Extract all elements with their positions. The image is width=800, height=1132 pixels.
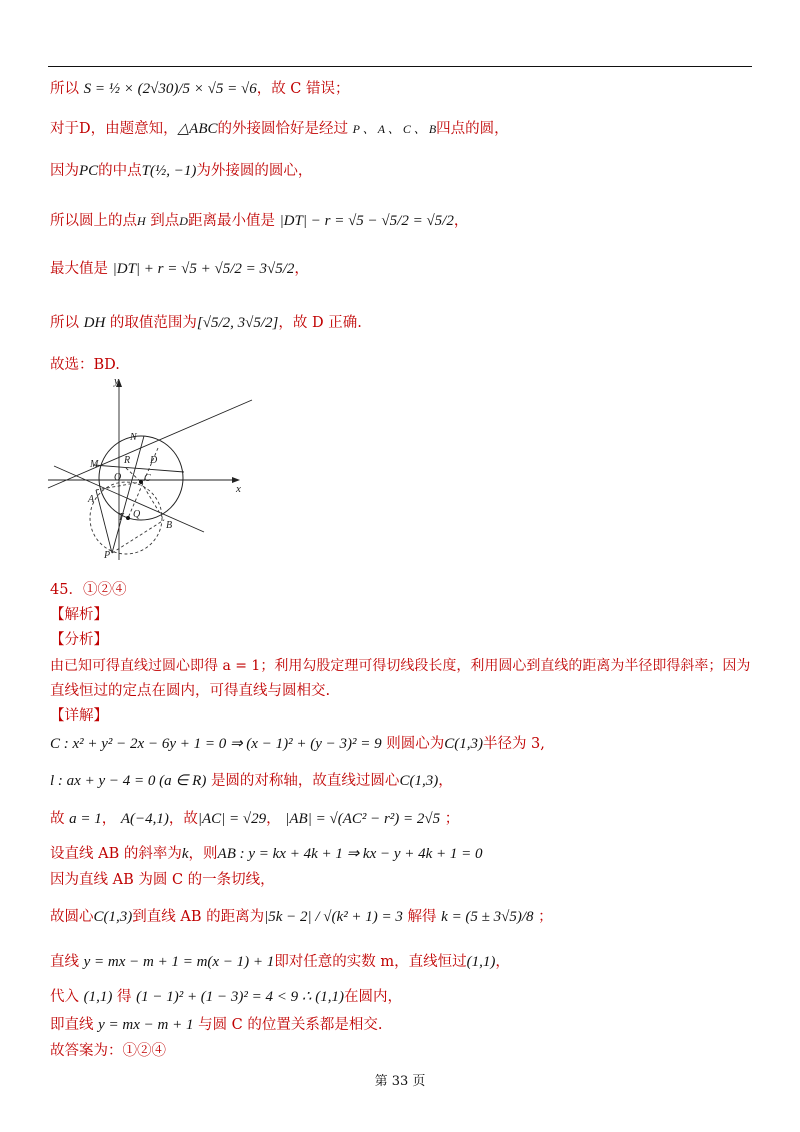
point-fixed: (1,1) bbox=[83, 989, 113, 1005]
section-jiexi: 【解析】 bbox=[50, 607, 108, 623]
text-d-correct: ，故 D 正确. bbox=[278, 315, 362, 331]
label-c: C bbox=[144, 473, 151, 484]
formula-line-m: y = mx − m + 1 = m(x − 1) + 1 bbox=[83, 954, 275, 970]
text-c-wrong: ，故 C 错误； bbox=[256, 81, 350, 97]
formula-inside: (1 − 1)² + (1 − 3)² = 4 < 9 ∴ (1,1) bbox=[136, 989, 344, 1005]
text-comma: ， bbox=[495, 954, 510, 970]
detail-line-6 bbox=[50, 906, 553, 928]
text-comma: ， bbox=[294, 261, 309, 277]
value-k: k bbox=[181, 846, 189, 862]
text-because: 因为 bbox=[50, 163, 79, 179]
formula-ab-line: AB : y = kx + 4k + 1 ⇒ kx − y + 4k + 1 = 0 bbox=[217, 846, 483, 862]
text-intersect: 与圆 C 的位置关系都是相交. bbox=[198, 1017, 383, 1033]
text-center: 故圆心 bbox=[50, 909, 94, 925]
header-rule bbox=[48, 66, 752, 67]
label-m: M bbox=[90, 459, 99, 470]
text-fixed-point: 即对任意的实数 m，直线恒过 bbox=[274, 954, 467, 970]
text-to-point: 到点 bbox=[150, 213, 180, 229]
text-circumcircle: 的外接圆恰好是经过 bbox=[217, 121, 348, 137]
formula-line-l: l : ax + y − 4 = 0 (a ∈ R) bbox=[50, 773, 207, 789]
text-then: ，则 bbox=[188, 846, 218, 862]
text-range: 的取值范围为 bbox=[109, 315, 197, 331]
formula-ac: |AC| = √29 bbox=[197, 811, 267, 827]
text-max-is: 最大值是 bbox=[50, 261, 108, 277]
label-o: O bbox=[114, 472, 122, 483]
solution-line-min bbox=[50, 210, 468, 232]
point-c: C(1,3) bbox=[444, 736, 483, 752]
formula-circle: C : x² + y² − 2x − 6y + 1 = 0 ⇒ (x − 1)² + (y − 3)² = 9 bbox=[50, 736, 382, 752]
point-h: H bbox=[137, 214, 146, 228]
text-comma: ， bbox=[453, 213, 469, 229]
formula-ab: |AB| = √(AC² − r²) = 2√5 bbox=[285, 811, 441, 827]
formula-area: S = ½ × (2√30)/5 × √5 = √6 bbox=[83, 81, 257, 97]
detail-line-4 bbox=[50, 843, 483, 865]
detail-line-9 bbox=[50, 1014, 383, 1036]
text-so: 所以 bbox=[50, 81, 79, 97]
solution-line-range bbox=[50, 312, 362, 334]
solution-line-max bbox=[50, 258, 309, 280]
label-b: B bbox=[166, 520, 173, 531]
text-for-d: 对于D，由题意知， bbox=[50, 121, 178, 137]
text-so: 所以 bbox=[50, 315, 79, 331]
formula-k: k = (5 ± 3√5)/8 bbox=[441, 909, 534, 925]
text-slope: 设直线 AB 的斜率为 bbox=[50, 846, 182, 862]
text-point-on-circle: 所以圆上的点 bbox=[50, 213, 137, 229]
text-midpoint: 的中点 bbox=[98, 163, 142, 179]
page-number: 第 33 页 bbox=[374, 1074, 426, 1089]
formula-line-short: y = mx − m + 1 bbox=[98, 1017, 194, 1033]
text-min-distance: 距离最小值是 bbox=[187, 213, 275, 229]
label-n: N bbox=[130, 432, 137, 443]
text-symmetry-axis: 是圆的对称轴，故直线过圆心 bbox=[210, 773, 400, 789]
text-therefore: 故 bbox=[50, 811, 65, 827]
text-semicolon: ； bbox=[538, 909, 553, 925]
text-comma: ， bbox=[266, 811, 281, 827]
point-c: C(1,3) bbox=[93, 909, 133, 925]
solution-line-option-d bbox=[50, 118, 509, 140]
analysis-line-1: 由已知可得直线过圆心即得 a = 1；利用勾股定理可得切线段长度，利用圆心到直线的距离为半径即得斜率；因为 bbox=[50, 658, 751, 674]
text-solve: 解得 bbox=[407, 909, 437, 925]
label-p: P bbox=[104, 550, 111, 561]
label-q: Q bbox=[133, 509, 141, 520]
label-x: x bbox=[236, 483, 241, 495]
text-therefore: ，故 bbox=[168, 811, 198, 827]
point-fixed: (1,1) bbox=[466, 954, 496, 970]
label-a: A bbox=[88, 494, 95, 505]
formula-distance: |5k − 2| / √(k² + 1) = 3 bbox=[264, 909, 403, 925]
formula-range: [√5/2, 3√5/2] bbox=[196, 315, 279, 331]
text-center: 则圆心为 bbox=[386, 736, 445, 752]
segment-dh: DH bbox=[83, 315, 106, 331]
point-a: A(−4,1) bbox=[120, 811, 169, 827]
label-t: T bbox=[118, 512, 124, 523]
section-fenxi: 【分析】 bbox=[50, 632, 108, 648]
point-c: C(1,3) bbox=[399, 773, 439, 789]
text-line: 直线 bbox=[50, 954, 79, 970]
text-is-center: 为外接圆的圆心， bbox=[196, 163, 313, 179]
value-a: a = 1 bbox=[69, 811, 102, 827]
text-comma: ， bbox=[101, 811, 117, 827]
text-get: 得 bbox=[116, 989, 132, 1005]
text-substitute: 代入 bbox=[50, 989, 79, 1005]
answer-bd: 故选：BD. bbox=[50, 357, 120, 373]
line-pa bbox=[96, 490, 112, 553]
point-t-dot bbox=[126, 516, 130, 520]
text-line: 即直线 bbox=[50, 1017, 94, 1033]
line-ab bbox=[54, 466, 204, 532]
question-45-answer: 45．①②④ bbox=[50, 582, 127, 598]
final-answer: 故答案为：①②④ bbox=[50, 1043, 166, 1059]
detail-line-8 bbox=[50, 986, 402, 1008]
detail-line-5: 因为直线 AB 为圆 C 的一条切线， bbox=[50, 872, 275, 888]
line-mc bbox=[94, 465, 184, 472]
formula-min: |DT| − r = √5 − √5/2 = √5/2 bbox=[279, 213, 454, 229]
segment-pc: PC bbox=[79, 163, 99, 179]
solution-line-area bbox=[50, 78, 350, 100]
label-d: D bbox=[150, 455, 158, 466]
formula-max: |DT| + r = √5 + √5/2 = 3√5/2 bbox=[112, 261, 295, 277]
solution-line-center bbox=[50, 160, 312, 182]
analysis-line-2: 直线恒过的定点在圆内，可得直线与圆相交. bbox=[50, 683, 331, 699]
text-inside-circle: 在圆内， bbox=[343, 989, 402, 1005]
section-xiangjie: 【详解】 bbox=[50, 708, 108, 724]
point-t: T(½, −1) bbox=[141, 163, 197, 179]
triangle-abc: △ABC bbox=[177, 121, 218, 137]
points-pacb: P 、 A 、 C 、 B bbox=[352, 122, 437, 136]
detail-line-2 bbox=[50, 770, 453, 792]
line-cb-dashed bbox=[141, 482, 164, 520]
point-c-dot bbox=[139, 480, 143, 484]
point-d: D bbox=[179, 214, 188, 228]
text-four-points: 四点的圆， bbox=[436, 121, 509, 137]
geometry-figure bbox=[44, 370, 254, 565]
text-comma: ， bbox=[438, 773, 453, 789]
detail-line-3 bbox=[50, 808, 459, 830]
text-radius: 半径为 3, bbox=[482, 736, 545, 752]
label-y: y bbox=[114, 375, 119, 387]
text-distance: 到直线 AB 的距离为 bbox=[132, 909, 265, 925]
label-r: R bbox=[124, 455, 131, 466]
detail-line-1 bbox=[50, 733, 545, 755]
detail-line-7 bbox=[50, 951, 510, 973]
text-semicolon: ； bbox=[444, 811, 460, 827]
